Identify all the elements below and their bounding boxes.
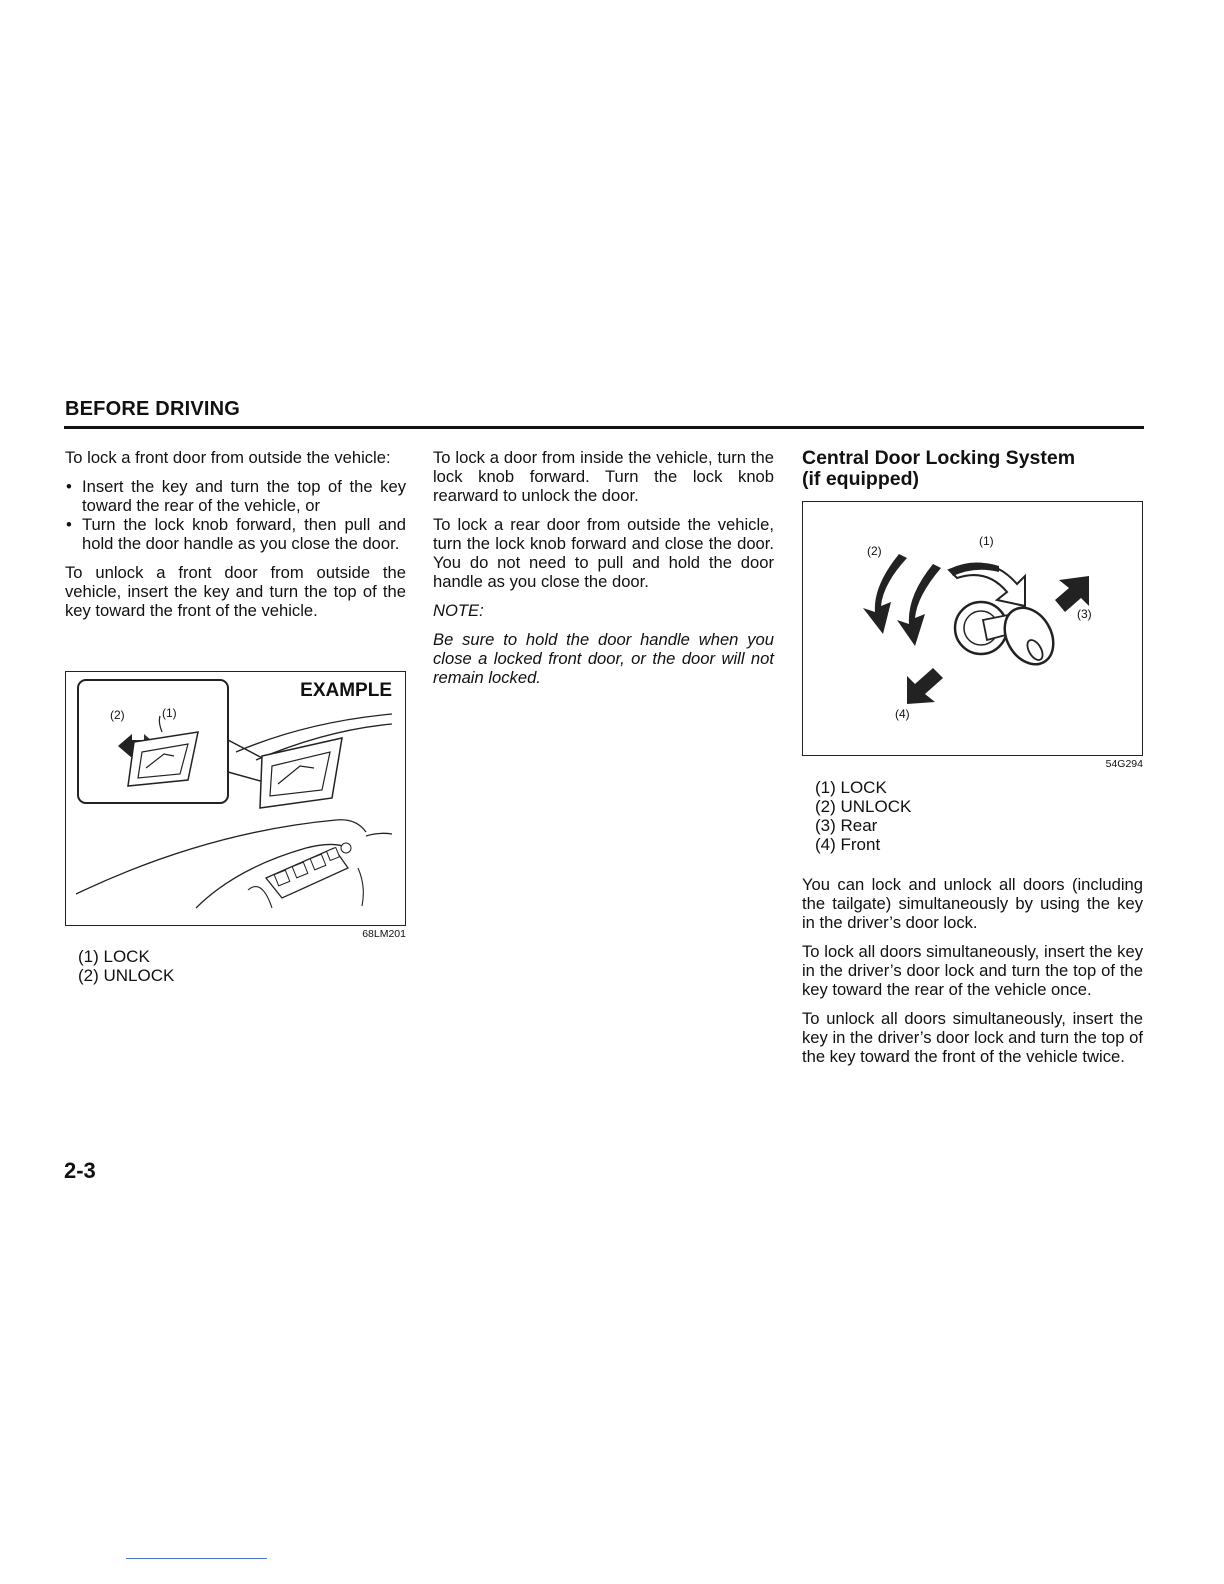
unlock-arrow-icon-2	[897, 564, 941, 646]
bullet-item: • Turn the lock knob forward, then pull and hold the door handle as you close the door.	[65, 515, 406, 553]
section-title-line-2: (if equipped)	[802, 468, 919, 490]
lock-inside-paragraph: To lock a door from inside the vehicle, turn the lock knob forward. Turn the lock knob rearward to unlock the door.	[433, 448, 774, 505]
callout-2: (2)	[110, 708, 125, 722]
caption-lock: (1) LOCK	[815, 778, 887, 797]
note-text: Be sure to hold the door handle when you close a locked front door, or the door will not remain locked.	[433, 630, 774, 687]
column-3	[802, 448, 1143, 500]
figure-2-captions	[815, 778, 911, 854]
central-locking-intro: You can lock and unlock all doors (including the tailgate) simultaneously by using the key in the driver’s door lock.	[802, 875, 1143, 932]
callout-2: (2)	[867, 544, 882, 558]
note-label: NOTE:	[433, 601, 484, 620]
callout-4: (4)	[895, 707, 910, 721]
bottom-link-line	[126, 1558, 267, 1559]
figure-code: 54G294	[1105, 758, 1143, 770]
lock-front-intro: To lock a front door from outside the vehicle:	[65, 448, 391, 467]
column-1	[65, 448, 406, 630]
central-lock-paragraph: To lock all doors simultaneously, insert the key in the driver’s door lock and turn the top of the key toward the rear of the vehicle once.	[802, 942, 1143, 999]
header-rule	[64, 426, 1144, 429]
section-header-title: BEFORE DRIVING	[65, 398, 241, 420]
bullet-item: • Insert the key and turn the top of the key toward the rear of the vehicle, or	[65, 477, 406, 515]
central-locking-text	[802, 875, 1143, 1076]
section-title	[802, 448, 1143, 490]
figure-1-captions	[78, 947, 174, 985]
caption-rear: (3) Rear	[815, 816, 878, 835]
lock-front-steps	[65, 477, 406, 553]
caption-unlock: (2) UNLOCK	[78, 966, 175, 985]
example-label: EXAMPLE	[300, 680, 392, 701]
central-unlock-paragraph: To unlock all doors simultaneously, insert the key in the driver’s door lock and turn the top of the key toward the front of the vehicle twice.	[802, 1009, 1143, 1066]
caption-unlock: (2) UNLOCK	[815, 797, 912, 816]
key-head	[995, 599, 1063, 673]
callout-1: (1)	[979, 534, 994, 548]
column-2	[433, 448, 774, 697]
caption-lock: (1) LOCK	[78, 947, 150, 966]
section-title-line-1: Central Door Locking System	[802, 447, 1076, 469]
front-arrow-icon	[907, 668, 943, 704]
door-handle-drawing	[66, 672, 404, 924]
caption-front: (4) Front	[815, 835, 881, 854]
page-number: 2-3	[64, 1158, 96, 1183]
unlock-front-paragraph: To unlock a front door from outside the vehicle, insert the key and turn the top of the key toward the front of the vehicle.	[65, 563, 406, 620]
lock-rear-paragraph: To lock a rear door from outside the vehicle, turn the lock knob forward and close the door. You do not need to pull and hold the door handle as you close the door.	[433, 515, 774, 591]
door-handle-illustration	[65, 671, 406, 926]
callout-3: (3)	[1077, 607, 1092, 621]
callout-1: (1)	[162, 706, 177, 720]
key-lock-drawing	[803, 502, 1141, 754]
key-lock-illustration	[802, 501, 1143, 756]
figure-code: 68LM201	[362, 928, 406, 940]
